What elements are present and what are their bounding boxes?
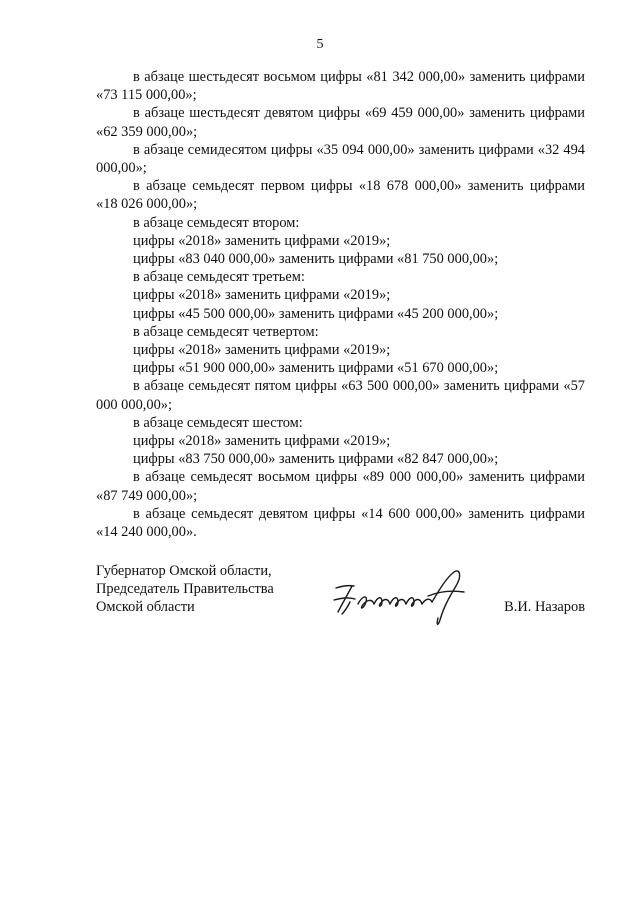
document-paragraph: цифры «2018» заменить цифрами «2019»; (133, 232, 391, 249)
signer-name: В.И. Назаров (504, 599, 585, 615)
document-paragraph: цифры «51 900 000,00» заменить цифрами «51 670 000,00»; (133, 360, 499, 377)
document-paragraph: в абзаце семьдесят втором: (133, 214, 300, 231)
signer-position-line: Председатель Правительства (96, 581, 274, 598)
document-paragraph: в абзаце шестьдесят девятом цифры «69 459 000,00» заменить цифрами «62 359 000,00»; (96, 105, 585, 140)
document-paragraph: в абзаце семьдесят первом цифры «18 678 000,00» заменить цифрами «18 026 000,00»; (96, 178, 585, 213)
signer-position-line: Губернатор Омской области, (96, 563, 272, 579)
document-paragraph: цифры «45 500 000,00» заменить цифрами «45 200 000,00»; (133, 305, 499, 322)
handwritten-signature (328, 566, 478, 628)
document-paragraph: в абзаце семьдесят девятом цифры «14 600 000,00» заменить цифрами «14 240 000,00». (96, 505, 585, 541)
document-paragraph: в абзаце семьдесят пятом цифры «63 500 000,00» заменить цифрами «57 000 000,00»; (96, 378, 585, 413)
document-paragraph: цифры «2018» заменить цифрами «2019»; (133, 342, 391, 359)
document-paragraph: в абзаце семидесятом цифры «35 094 000,00» заменить цифрами «32 494 000,00»; (96, 141, 585, 177)
document-paragraph: в абзаце семьдесят шестом: (133, 414, 303, 431)
document-paragraph: цифры «83 750 000,00» заменить цифрами «82 847 000,00»; (133, 451, 499, 468)
document-paragraph: в абзаце семьдесят третьем: (133, 269, 305, 286)
document-paragraph: цифры «2018» заменить цифрами «2019»; (133, 287, 391, 304)
document-paragraph: в абзаце семьдесят четвертом: (133, 323, 319, 340)
document-paragraph: в абзаце шестьдесят восьмом цифры «81 342 000,00» заменить цифрами «73 115 000,00»; (96, 69, 585, 104)
signer-position-line: Омской области (96, 599, 195, 616)
document-paragraph: цифры «2018» заменить цифрами «2019»; (133, 433, 391, 450)
signer-position (96, 562, 274, 617)
document-paragraph: цифры «83 040 000,00» заменить цифрами «81 750 000,00»; (133, 251, 499, 268)
document-body (96, 68, 585, 541)
document-paragraph: в абзаце семьдесят восьмом цифры «89 000 000,00» заменить цифрами «87 749 000,00»; (96, 469, 585, 504)
page-number: 5 (316, 37, 324, 52)
